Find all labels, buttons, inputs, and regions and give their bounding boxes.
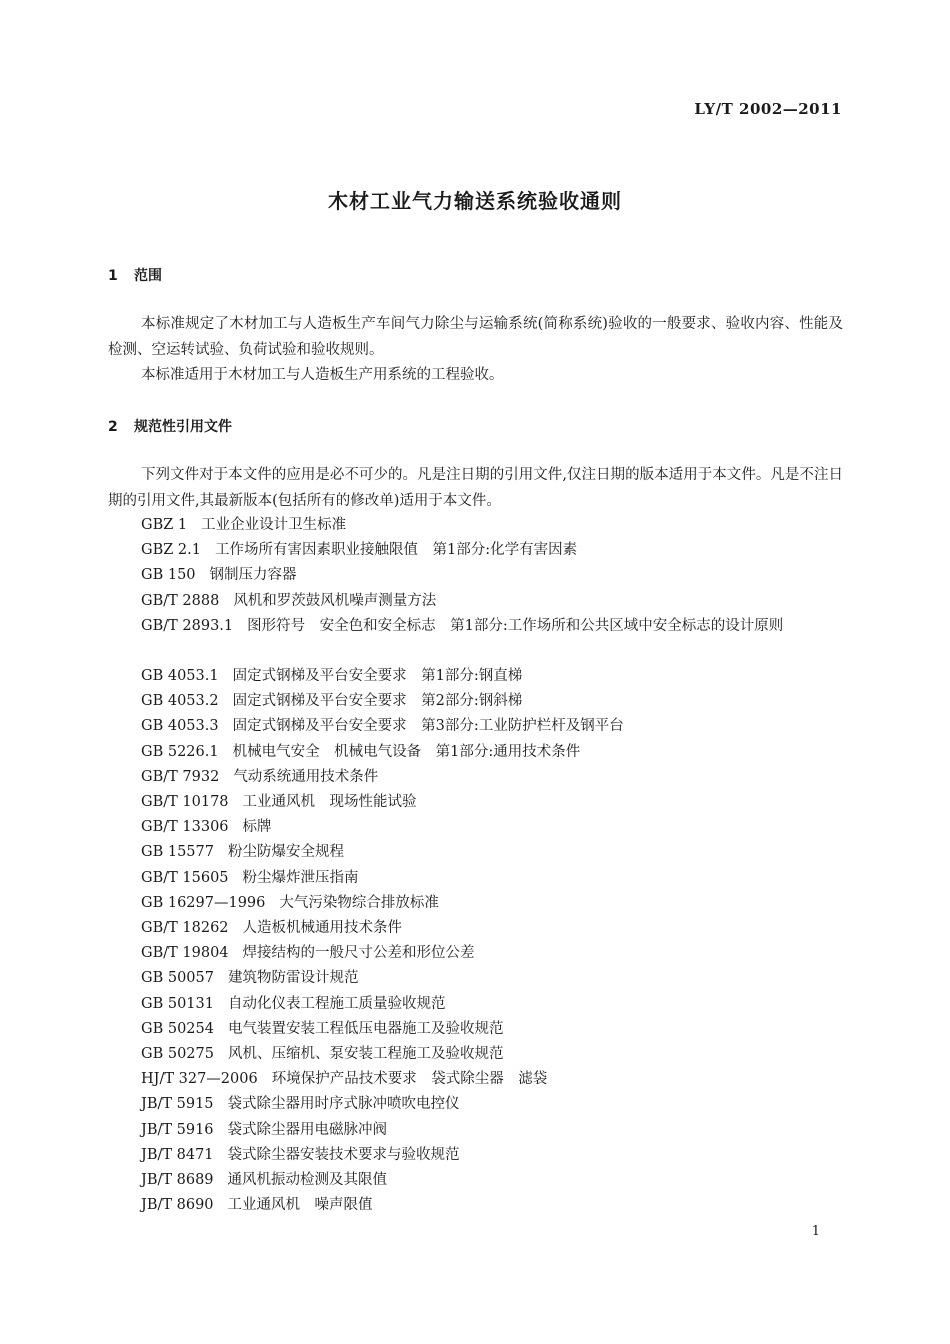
reference-item [141, 1168, 624, 1193]
reference-title: 自动化仪表工程施工质量验收规范 [227, 995, 446, 1012]
reference-title: 建筑物防雷设计规范 [227, 970, 359, 987]
reference-item [141, 790, 624, 815]
reference-title: 袋式除尘器用时序式脉冲喷吹电控仪 [227, 1096, 460, 1113]
reference-title: 环境保护产品技术要求 袋式除尘器 滤袋 [271, 1071, 548, 1088]
reference-code: GB 4053.1 [141, 668, 219, 684]
reference-code: GB/T 10178 [141, 794, 229, 811]
reference-code: GB 50275 [141, 1046, 214, 1063]
reference-code: JB/T 8690 [141, 1197, 214, 1214]
reference-code: JB/T 5916 [141, 1121, 214, 1138]
reference-item [141, 815, 624, 840]
reference-item [141, 664, 624, 689]
reference-item [141, 714, 624, 739]
reference-code: GB/T 7932 [141, 768, 220, 785]
reference-item [141, 740, 624, 765]
reference-list-bottom [141, 664, 624, 1218]
reference-title: 固定式钢梯及平台安全要求 第3部分:工业防护栏杆及钢平台 [232, 718, 624, 735]
reference-code: GB/T 2888 [141, 592, 220, 609]
reference-title: 风机、压缩机、泵安装工程施工及验收规范 [227, 1046, 504, 1063]
reference-code: GB 4053.3 [141, 718, 219, 735]
reference-item [141, 1067, 624, 1092]
reference-code: GB 50057 [141, 970, 214, 987]
reference-title: 人造板机械通用技术条件 [242, 920, 403, 937]
reference-item [141, 1042, 624, 1067]
section-1-heading [108, 265, 162, 285]
reference-item [141, 840, 624, 865]
reference-title: 工业通风机 现场性能试验 [242, 794, 417, 811]
reference-title: 标牌 [242, 819, 272, 836]
reference-item [141, 1118, 624, 1143]
references-intro: 下列文件对于本文件的应用是必不可少的。凡是注日期的引用文件,仅注日期的版本适用于本文件。凡是不注日期的引用文件,其最新版本(包括所有的修改单)适用于本文件。 [108, 467, 843, 509]
reference-title: 固定式钢梯及平台安全要求 第1部分:钢直梯 [232, 668, 523, 684]
reference-item [141, 1017, 624, 1042]
reference-code: GB 50131 [141, 995, 214, 1012]
reference-item [141, 941, 624, 966]
reference-code: GBZ 1 [141, 517, 188, 533]
reference-title: 工业企业设计卫生标准 [201, 517, 347, 533]
reference-code: GBZ 2.1 [141, 542, 201, 559]
reference-item [141, 891, 624, 916]
reference-code: HJ/T 327—2006 [141, 1071, 258, 1088]
reference-code: GB 16297—1996 [141, 894, 266, 911]
reference-item [141, 916, 624, 941]
reference-item [141, 1092, 624, 1117]
reference-title: 粉尘防爆安全规程 [227, 844, 344, 861]
reference-title: 大气污染物综合排放标准 [279, 894, 439, 911]
reference-title: 气动系统通用技术条件 [233, 768, 379, 785]
reference-title: 工作场所有害因素职业接触限值 第1部分:化学有害因素 [214, 542, 578, 559]
section-number: 2 [108, 419, 118, 435]
reference-item [141, 966, 624, 991]
reference-item-wrapped [108, 614, 843, 639]
reference-item [141, 563, 577, 588]
reference-title: 电气装置安装工程低压电器施工及验收规范 [227, 1020, 504, 1037]
reference-title: 固定式钢梯及平台安全要求 第2部分:钢斜梯 [232, 693, 523, 710]
reference-code: GB/T 19804 [141, 945, 229, 962]
reference-title: 工业通风机 噪声限值 [227, 1197, 373, 1214]
standard-code: LY/T 2002—2011 [694, 100, 842, 118]
scope-paragraph-1: 本标准规定了木材加工与人造板生产车间气力除尘与运输系统(简称系统)验收的一般要求、验收内容、性能及检测、空运转试验、负荷试验和验收规则。 [108, 316, 843, 358]
reference-code: GB 15577 [141, 844, 214, 861]
reference-title: 粉尘爆炸泄压指南 [242, 869, 359, 886]
section-title: 规范性引用文件 [134, 419, 232, 435]
reference-title: 图形符号 安全色和安全标志 第1部分:工作场所和公共区域中安全标志的设计原则 [247, 618, 784, 634]
reference-item [141, 538, 577, 563]
reference-item [141, 1143, 624, 1168]
reference-item [141, 1193, 624, 1218]
section-number: 1 [108, 268, 118, 284]
scope-paragraph-2: 本标准适用于木材加工与人造板生产用系统的工程验收。 [141, 367, 504, 383]
reference-item [141, 689, 624, 714]
reference-code: GB/T 2893.1 [141, 618, 234, 634]
reference-title: 袋式除尘器安装技术要求与验收规范 [227, 1146, 460, 1163]
section-2-heading [108, 416, 232, 436]
reference-code: JB/T 8689 [141, 1172, 214, 1189]
reference-code: JB/T 8471 [141, 1146, 214, 1163]
reference-title: 机械电气安全 机械电气设备 第1部分:通用技术条件 [232, 743, 581, 760]
reference-title: 焊接结构的一般尺寸公差和形位公差 [242, 945, 475, 962]
reference-list-top [141, 513, 577, 614]
page-number: 1 [811, 1224, 820, 1239]
reference-code: JB/T 5915 [141, 1096, 214, 1113]
reference-code: GB 4053.2 [141, 693, 219, 710]
document-title: 木材工业气力输送系统验收通则 [328, 189, 622, 213]
reference-code: GB 5226.1 [141, 743, 219, 760]
reference-item [141, 765, 624, 790]
reference-item [141, 589, 577, 614]
reference-code: GB/T 15605 [141, 869, 229, 886]
reference-item [141, 866, 624, 891]
reference-title: 通风机振动检测及其限值 [227, 1172, 388, 1189]
reference-item [141, 513, 577, 538]
reference-title: 袋式除尘器用电磁脉冲阀 [227, 1121, 388, 1138]
reference-title: 钢制压力容器 [209, 567, 297, 584]
reference-title: 风机和罗茨鼓风机噪声测量方法 [233, 592, 437, 609]
section-title: 范围 [134, 268, 162, 284]
reference-code: GB 150 [141, 567, 196, 584]
reference-code: GB 50254 [141, 1020, 214, 1037]
reference-item [141, 992, 624, 1017]
reference-code: GB/T 13306 [141, 819, 229, 836]
reference-code: GB/T 18262 [141, 920, 229, 937]
